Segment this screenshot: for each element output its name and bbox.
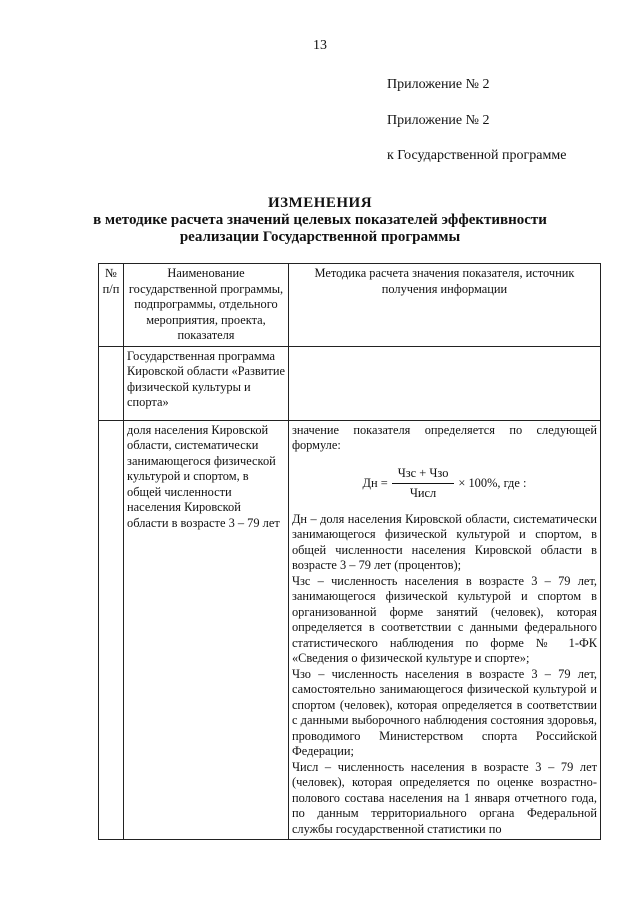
definition-chisl: Числ – численность населения в возрасте 3 – 79 лет (человек), которая определяется по оценке возрастно-полового состава населения на 1 января отчетного года, по данным территориального органа Федеральной службы государственной статистики по — [291, 759, 597, 836]
page-number: 13 — [313, 38, 327, 53]
title-main: ИЗМЕНЕНИЯ — [267, 195, 373, 211]
formula-tail: × 100%, где : — [458, 475, 527, 490]
header-name: Наименование государственной программы, подпрограммы, отдельного мероприятия, проекта, показателя — [124, 264, 289, 347]
table-row-indicator — [99, 420, 601, 840]
definition-chzs: Чзс – численность населения в возрасте 3 – 79 лет, занимающегося физической культурой и спортом в организованной форме занятий (человек), которая определяется в соответствии с данными федерального статистического наблюдения по форме № 1-ФК «Сведения о физической культуре и спорте»; — [291, 573, 597, 665]
methodology-table — [98, 263, 601, 840]
method-intro: значение показателя определяется по следующей формуле: — [291, 422, 597, 452]
formula-lhs: Дн = — [362, 475, 388, 490]
table-row-program — [99, 346, 601, 420]
row-indicator-number — [99, 420, 124, 840]
table-header-row — [99, 264, 601, 347]
row-indicator-method — [288, 420, 600, 840]
appendix-label-repeat: Приложение № 2 — [387, 113, 490, 128]
formula-fraction — [392, 466, 455, 502]
header-number: № п/п — [99, 264, 124, 347]
row-program-name: Государственная программа Кировской области «Развитие физической культуры и спорта» — [124, 346, 289, 420]
row-program-number — [99, 346, 124, 420]
appendix-reference: к Государственной программе — [387, 148, 567, 163]
document-title — [0, 195, 640, 246]
appendix-label: Приложение № 2 — [387, 77, 490, 92]
definition-dn: Дн – доля населения Кировской области, систематически занимающегося физической культурой и спортом, в общей численности населения Кировской области в возрасте 3 – 79 лет (процентов); — [291, 511, 597, 572]
title-subtitle-line2: реализации Государственной программы — [179, 229, 461, 245]
row-indicator-name: доля населения Кировской области, систематически занимающегося физической культурой и спортом, в общей численности населения Кировской области в возрасте 3 – 79 лет — [124, 420, 289, 840]
title-subtitle-line1: в методике расчета значений целевых показателей эффективности — [93, 212, 547, 228]
formula — [292, 466, 597, 502]
definition-chzo: Чзо – численность населения в возрасте 3 – 79 лет, самостоятельно занимающегося физической культурой и спортом (человек), которая определяется в соответствии с данными выборочного наблюдения состояния здоровья, проводимого Министерством спорта Российской Федерации; — [291, 666, 597, 758]
formula-numerator: Чзс + Чзо — [392, 466, 455, 485]
header-method: Методика расчета значения показателя, источник получения информации — [288, 264, 600, 347]
row-program-method — [288, 346, 600, 420]
formula-denominator: Числ — [409, 486, 437, 500]
